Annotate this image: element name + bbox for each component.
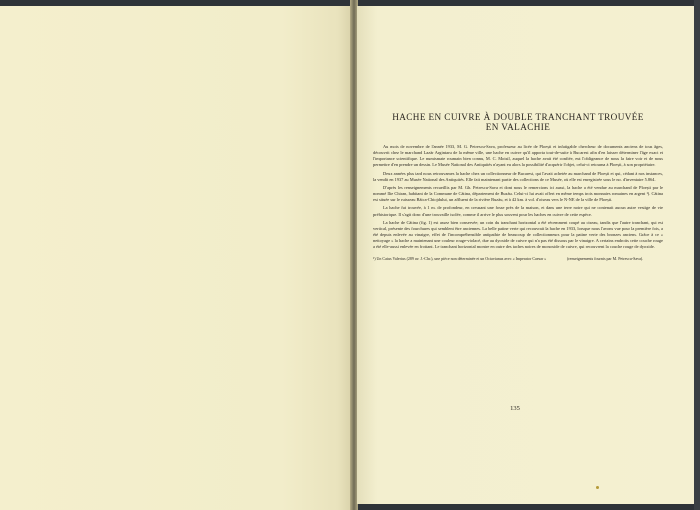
page-corner-mark <box>596 486 599 489</box>
page-number: 135 <box>510 405 520 412</box>
footnote-1-source: (renseignements fournis par M. Petrescu-Sava). <box>567 255 644 261</box>
paragraph-3: D'après les renseignements recueillis par M. Gh. Petrescu-Sava et dont nous le remercions ici aussi, la hache a été vendue au marchand de Ploești par le nommé Ilie Chiran, habitant de la Commune de Cătina, département de Buzău. Celui-ci lui avait offert en même temps trois monnaies romaines en argent ¹). Cătina est située sur le ruisseau Băica-Chiojdului, un affluent de la rivière Buzău, et à 42 km. à vol. d'oiseau vers le N-NE de la ville de Ploești. <box>373 184 663 203</box>
article-title-line-2: EN VALACHIE <box>485 122 551 132</box>
left-page-blank <box>0 6 352 510</box>
article-title-line-1: HACHE EN CUIVRE À DOUBLE TRANCHANT TROUVÉE <box>392 112 644 122</box>
paragraph-5: La hache de Cătina (fig. 1) est assez bien conservée; un coin du tranchant horizontal a été récemment coupé au ciseau, tandis que l'autre tranchant, qui est vertical, présente des fourchures qui semblent être anciennes. La belle patine verte qui recouvrait la hache en 1933, lorsque nous l'avons vue pour la première fois, a été depuis enlevée au vinaigre, effet de l'incompréhensible antipathie de beaucoup de collectionneurs pour la patine verte des bronzes anciens. Grâce à ce « nettoyage » la hache a maintenant une couleur rouge-violacé, due au dyoxide de cuivre qui n'a pas été dissous par le vinaigre. A certains endroits cette couche rouge a été elle-aussi enlevée en frottant. Le tranchant horizontal montre en outre des taches noires de monoxide de cuivre, qui recouvrent la couche rouge de dyoxide. <box>373 219 663 250</box>
footnote-1: ¹) Un Caius Valerius (289 av. J.-Chr.), une pièce non déterminée et un Octavianus avec « Imperator Caesar » <box>373 255 547 261</box>
paragraph-1: Au mois de novembre de l'année 1933, M. G. Petrescu-Sava, professeur au licée de Ploești et infatigable chercheur de documents anciens de tous âges, découvrit chez le marchand Lazăr Argintaru de la même ville, une hache en cuivre qu'il apporta tout-de-suite à Bucarest afin d'en laisser déterminer l'âge exact et l'importance scientifique. Le numismate roumain bien connu, M. C. Moisil, auquel la hache avait été confiée, eut l'obligeance de nous la faire voir et de nous permettre d'en prendre un dessin. Le Musée National des Antiquités n'ayant eu alors la possibilité d'acquérir l'objet, celui-ci retourna à Ploești, à son propriétaire. <box>373 144 663 168</box>
article <box>373 112 663 261</box>
footnotes <box>373 256 663 262</box>
paragraph-2: Deux années plus tard nous retrouvames la hache chez un collectionneur de Bucarest, qui l'avait achetée au marchand de Ploești et qui, cédant à nos instances, la vendit en 1937 au Musée National des Antiquités. Elle fait maintenant partie des collections de ce Musée, où elle est enregistrée sous le no. d'inventaire 5.864. <box>373 170 663 182</box>
article-title <box>373 112 663 132</box>
paragraph-4: La hache fut trouvée, à 1 m. de profondeur, en creusant une fosse près de la maison, et dans une terre noire qui ne contenait aucun autre vestige de vie préhistorique. Il s'agit donc d'une trouvaille isolée, comme il arrive le plus souvent pour les haches en cuivre de cette espèce. <box>373 205 663 217</box>
book-edge <box>694 0 700 510</box>
article-body <box>373 144 663 251</box>
